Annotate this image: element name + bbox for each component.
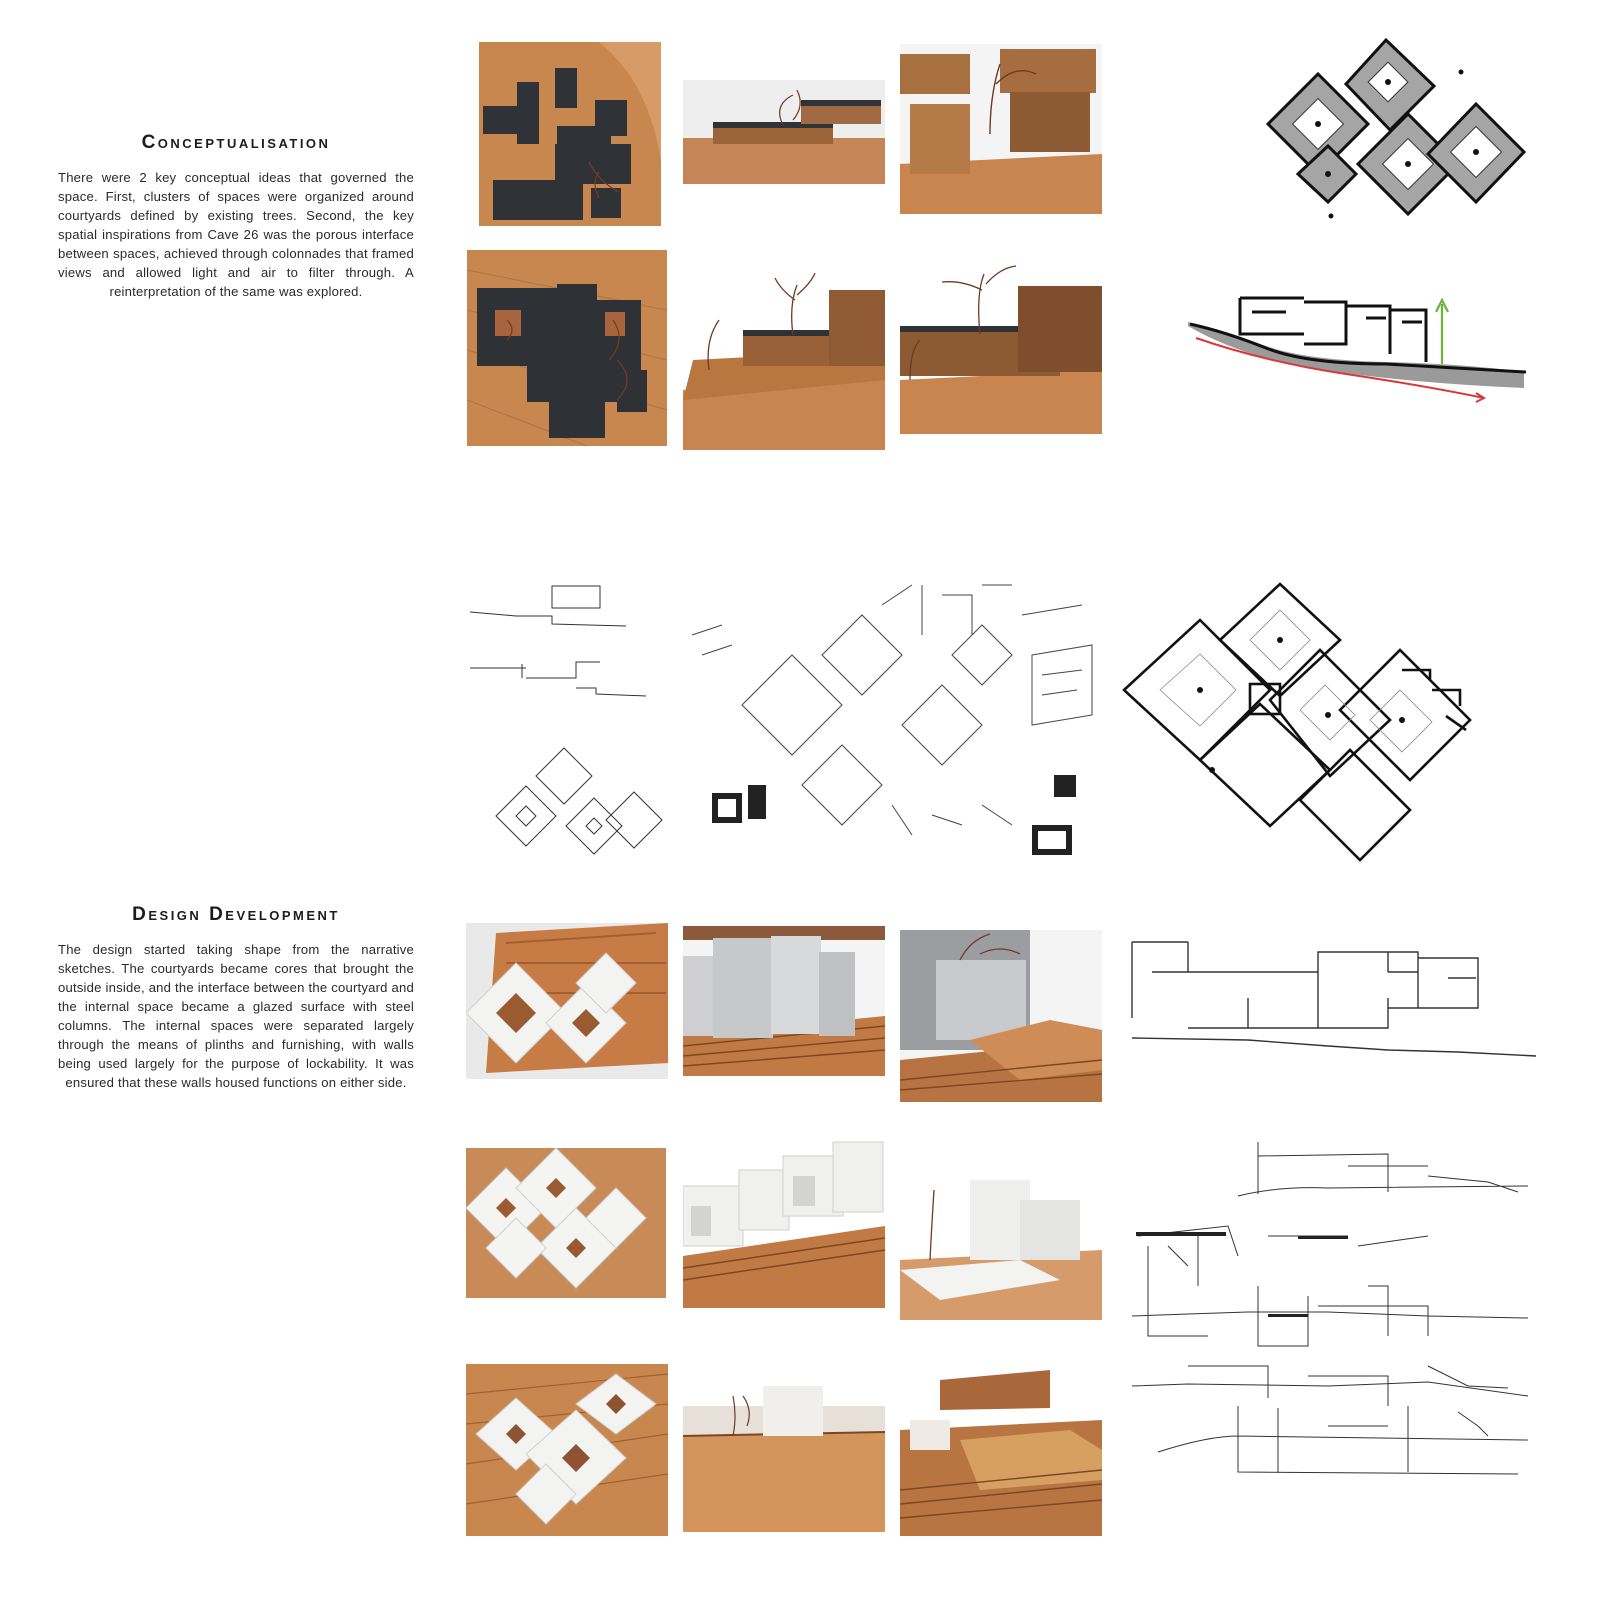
design-development-heading: Design Development [132,904,340,925]
dev-model-1-perspective-b [900,930,1102,1102]
dev-model-1-plan-photo [466,923,668,1079]
dev-model-2-plan-photo [466,1148,666,1298]
sketch-section-and-plan [466,580,666,880]
conceptualisation-body: There were 2 key conceptual ideas that governed the space. First, clusters of spaces were organized around courtyards defined by existing trees. Second, the key spatial inspirations from Cave 26 was the porous interface between spaces, achieved through colonnades that framed views and allowed light and air to filter through. A reinterpretation of the same was explored. [58,170,414,299]
sketch-sections-sheet [1128,1136,1532,1482]
concept-model-1-plan-photo [479,42,661,226]
dev-model-2-perspective-b [900,1170,1102,1320]
dev-model-3-perspective-b [900,1360,1102,1536]
dev-model-3-plan-photo [466,1364,668,1536]
conceptualisation-section [58,132,414,301]
conceptualisation-heading: Conceptualisation [141,132,331,153]
sketch-elevation-line [1128,938,1538,1060]
concept-model-2-plan-photo [467,250,667,446]
sketch-developed-plan [1120,580,1530,880]
concept-model-1-elevation-photo [683,80,885,184]
concept-model-2-perspective-a [683,250,885,450]
dev-model-3-perspective-a [683,1376,885,1532]
sketch-narrative-plans [682,575,1104,887]
concept-diagram-clusters [1258,34,1530,224]
dev-model-1-perspective-a [683,926,885,1076]
design-development-section [58,904,414,1092]
concept-model-2-perspective-b [900,250,1102,434]
concept-diagram-section-slope [1186,292,1526,404]
dev-model-2-perspective-a [683,1136,885,1308]
design-development-body: The design started taking shape from the narrative sketches. The courtyards became cores that brought the outside inside, and the interface between the courtyard and the internal space became a glazed surface with steel columns. The internal spaces were separated largely through the means of plinths and furnishing, with walls being used largely for the purpose of lockability. It was ensured that these walls housed functions on either side. [58,942,414,1090]
concept-model-1-perspective-photo [900,44,1102,214]
